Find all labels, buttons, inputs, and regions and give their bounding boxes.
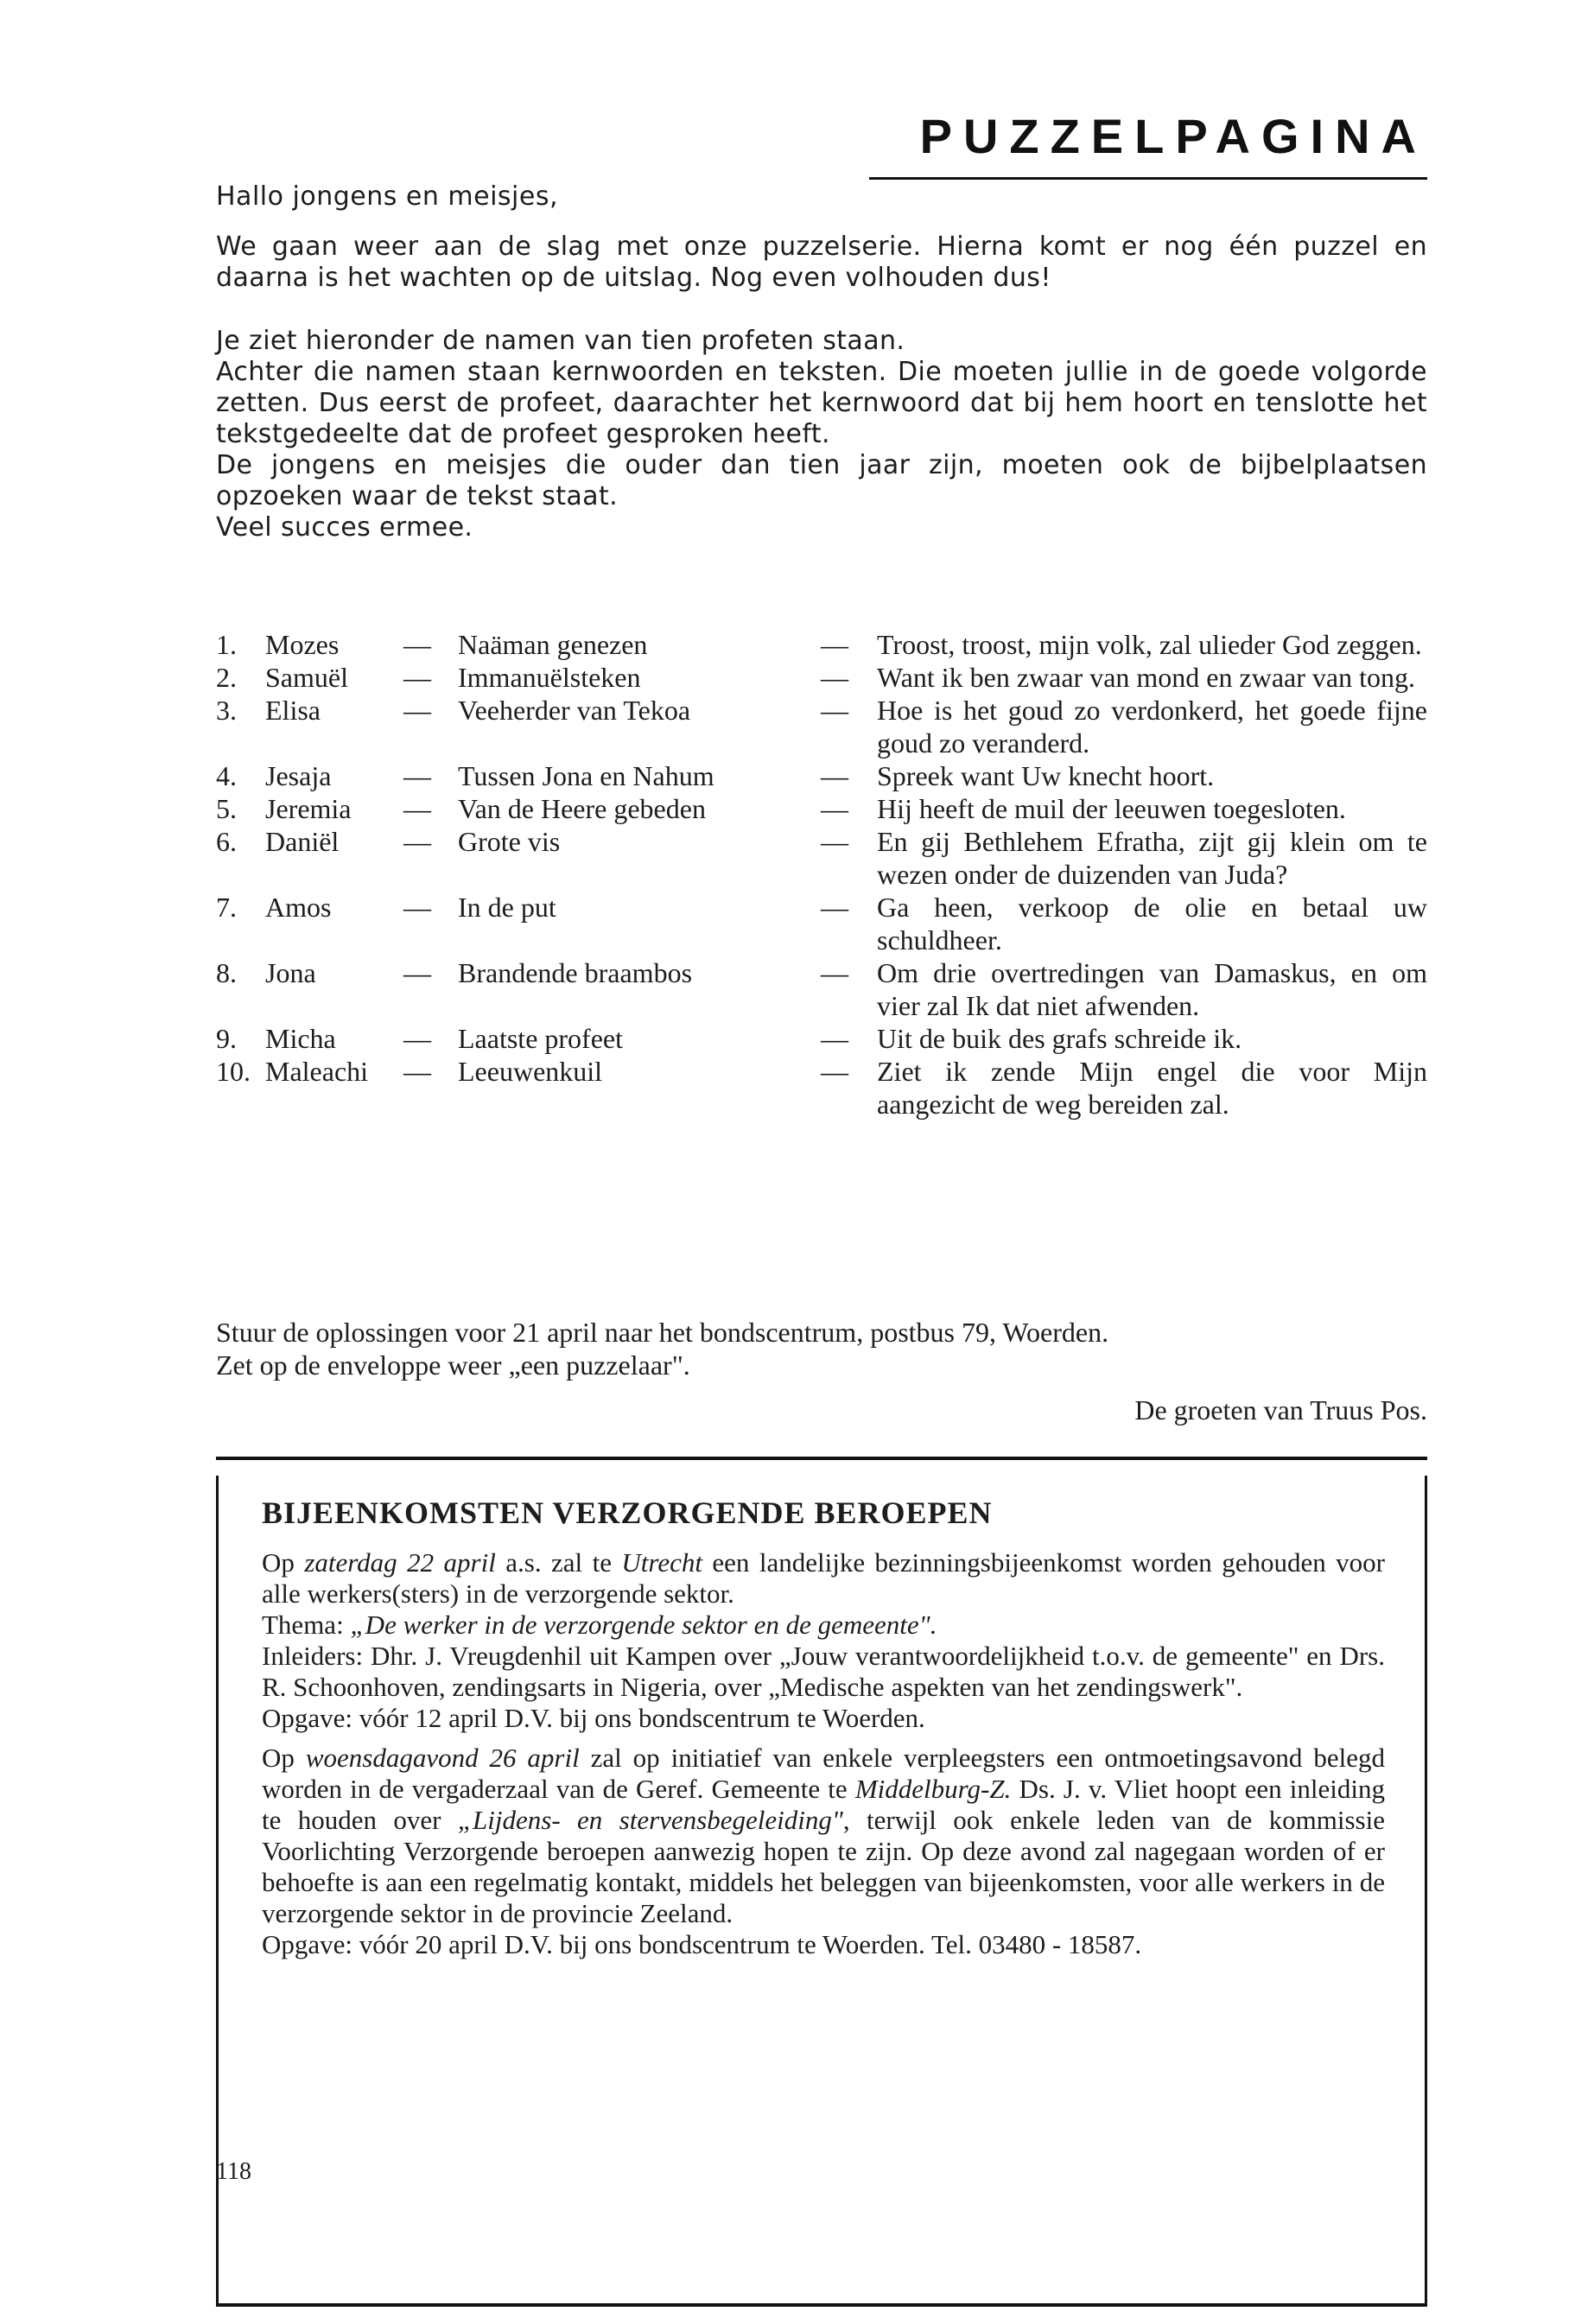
dash: — — [403, 662, 431, 693]
list-item — [216, 661, 1427, 694]
keyword: In de put — [458, 892, 556, 923]
announcement-theme — [262, 1610, 1385, 1641]
keyword: Veeherder van Tekoa — [458, 695, 691, 726]
prophet-list — [216, 628, 1427, 1121]
text-run: Op — [262, 1743, 306, 1773]
item-number: 4. — [216, 760, 237, 791]
dash: — — [821, 760, 848, 791]
item-number: 1. — [216, 629, 237, 660]
announcement-box — [216, 1457, 1427, 2324]
list-item — [216, 891, 1427, 956]
event-place: Middelburg-Z. — [854, 1774, 1012, 1804]
theme-label: Thema: — [262, 1610, 351, 1640]
lecture-topic: „Lijdens- en stervensbegeleiding" — [457, 1805, 843, 1835]
dash: — — [821, 793, 848, 824]
event-date: woensdagavond 26 april — [305, 1743, 580, 1773]
item-number: 9. — [216, 1023, 237, 1054]
registration-line: Opgave: vóór 20 april D.V. bij ons bondscentrum te Woerden. Tel. 03480 - 18587. — [262, 1929, 1142, 1959]
bible-text: Spreek want Uw knecht hoort. — [877, 760, 1215, 791]
text-run: Op — [262, 1547, 305, 1578]
page — [216, 0, 1427, 2298]
event-place: Utrecht — [621, 1547, 702, 1578]
dash: — — [403, 760, 431, 791]
keyword: Van de Heere gebeden — [458, 793, 706, 824]
dash: — — [821, 826, 848, 857]
dash: — — [403, 793, 431, 824]
page-title: PUZZELPAGINA — [919, 109, 1427, 163]
list-item — [216, 956, 1427, 1022]
bible-text: En gij Bethlehem Efratha, zijt gij klein om te wezen onder de duizenden van Juda? — [877, 826, 1427, 890]
keyword: Laatste profeet — [458, 1023, 623, 1054]
announcement-frame — [216, 1476, 1427, 2307]
item-number: 3. — [216, 695, 237, 726]
announcement-paragraph — [262, 1743, 1385, 1929]
dash: — — [403, 892, 431, 923]
instructions-line: Zet op de enveloppe weer „een puzzelaar". — [216, 1349, 690, 1381]
keyword: Leeuwenkuil — [458, 1056, 603, 1087]
list-item — [216, 1055, 1427, 1121]
list-item — [216, 759, 1427, 792]
announcement-content — [262, 1476, 1385, 1960]
prophet-name: Maleachi — [265, 1056, 369, 1087]
prophet-name: Jona — [265, 957, 316, 988]
dash: — — [403, 695, 431, 726]
list-item — [216, 694, 1427, 759]
item-number: 2. — [216, 662, 237, 693]
list-item — [216, 628, 1427, 661]
intro-paragraph: We gaan weer aan de slag met onze puzzelserie. Hierna komt er nog één puzzel en daarna is het wachten op de uitslag. Nog even volhouden dus! — [216, 232, 1427, 293]
dash: — — [821, 629, 848, 660]
text-run: a.s. zal te — [495, 1547, 622, 1578]
text-run: zal op initiatief van enkele verpleegsters een ontmoetingsavond belegd worden in de vergaderzaal van de Geref. Gemeente te — [262, 1743, 1385, 1804]
bible-text: Hoe is het goud zo verdonkerd, het goede fijne goud zo veranderd. — [877, 695, 1427, 759]
dash: — — [821, 892, 848, 923]
keyword: Immanuëlsteken — [458, 662, 641, 693]
dash: — — [821, 1056, 848, 1087]
prophet-name: Amos — [265, 892, 332, 923]
item-number: 6. — [216, 826, 237, 857]
prophet-name: Jesaja — [265, 760, 332, 791]
keyword: Naäman genezen — [458, 629, 648, 660]
keyword: Grote vis — [458, 826, 561, 857]
bible-text: Troost, troost, mijn volk, zal ulieder God zeggen. — [877, 629, 1422, 660]
intro-paragraph: Achter die namen staan kernwoorden en teksten. Die moeten jullie in de goede volgorde zetten. Dus eerst de profeet, daarachter het kernwoord dat bij hem hoort en tenslotte het tekstgedeelte dat de profeet gesproken heeft. — [216, 357, 1427, 449]
announcement-speakers: Inleiders: Dhr. J. Vreugdenhil uit Kampen over „Jouw verantwoordelijkheid t.o.v. de gemeente" en Drs. R. Schoonhoven, zendingsarts in Nigeria, over „Medische aspekten van het zendingswerk". — [262, 1641, 1385, 1702]
signature: De groeten van Truus Pos. — [1134, 1394, 1427, 1426]
prophet-name: Daniël — [265, 826, 340, 857]
list-item — [216, 1022, 1427, 1055]
dash: — — [821, 1023, 848, 1054]
intro-paragraph: De jongens en meisjes die ouder dan tien jaar zijn, moeten ook de bijbelplaatsen opzoeken waar de tekst staat. — [216, 450, 1427, 511]
intro-paragraph: Veel succes ermee. — [216, 512, 473, 543]
prophet-name: Micha — [265, 1023, 336, 1054]
bible-text: Ziet ik zende Mijn engel die voor Mijn aangezicht de weg bereiden zal. — [877, 1056, 1427, 1120]
prophet-name: Elisa — [265, 695, 321, 726]
theme-value: „De werker in de verzorgende sektor en de gemeente". — [350, 1610, 937, 1640]
dash: — — [403, 1056, 431, 1087]
dash: — — [403, 1023, 431, 1054]
announcement-paragraph — [262, 1547, 1385, 1610]
text-run: Ds. J. v. Vliet hoopt een inleiding te houden over — [262, 1774, 1385, 1835]
bible-text: Ga heen, verkoop de olie en betaal uw schuldheer. — [877, 892, 1427, 956]
bible-text: Want ik ben zwaar van mond en zwaar van tong. — [877, 662, 1415, 693]
intro-paragraph: Je ziet hieronder de namen van tien profeten staan. — [216, 326, 905, 356]
dash: — — [821, 957, 848, 988]
title-underline — [869, 177, 1427, 180]
dash: — — [821, 662, 848, 693]
announcement-title: BIJEENKOMSTEN VERZORGENDE BEROEPEN — [262, 1495, 993, 1530]
list-item — [216, 792, 1427, 825]
prophet-name: Mozes — [265, 629, 340, 660]
greeting: Hallo jongens en meisjes, — [216, 181, 558, 212]
keyword: Tussen Jona en Nahum — [458, 760, 714, 791]
dash: — — [403, 957, 431, 988]
prophet-name: Jeremia — [265, 793, 352, 824]
text-run: , terwijl ook enkele leden van de kommissie Voorlichting Verzorgende beroepen aanwezig hopen te zijn. Op deze avond zal nagegaan worden of er behoefte is aan een regelmatig kontakt, middels het beleggen van bijeenkomsten, voor alle werkers in de verzorgende sektor in de provincie Zeeland. — [262, 1805, 1385, 1928]
intro-text — [216, 232, 1427, 543]
registration-line: Opgave: vóór 12 april D.V. bij ons bondscentrum te Woerden. — [262, 1703, 925, 1733]
dash: — — [403, 826, 431, 857]
item-number: 8. — [216, 957, 237, 988]
page-header — [216, 108, 1427, 220]
page-number: 118 — [216, 2158, 251, 2185]
bible-text: Om drie overtredingen van Damaskus, en om vier zal Ik dat niet afwenden. — [877, 957, 1427, 1021]
item-number: 5. — [216, 793, 237, 824]
item-number: 7. — [216, 892, 237, 923]
bible-text: Uit de buik des grafs schreide ik. — [877, 1023, 1242, 1054]
keyword: Brandende braambos — [458, 957, 693, 988]
dash: — — [821, 695, 848, 726]
list-item — [216, 825, 1427, 891]
prophet-name: Samuël — [265, 662, 348, 693]
text-run: een landelijke bezinningsbijeenkomst worden gehouden voor alle werkers(sters) in de verzorgende sektor. — [262, 1547, 1385, 1609]
bible-text: Hij heeft de muil der leeuwen toegesloten. — [877, 793, 1346, 824]
closing-text — [216, 1316, 1427, 1426]
event-date: zaterdag 22 april — [304, 1547, 496, 1578]
instructions-line: Stuur de oplossingen voor 21 april naar het bondscentrum, postbus 79, Woerden. — [216, 1317, 1109, 1348]
item-number: 10. — [216, 1056, 251, 1087]
dash: — — [403, 629, 431, 660]
